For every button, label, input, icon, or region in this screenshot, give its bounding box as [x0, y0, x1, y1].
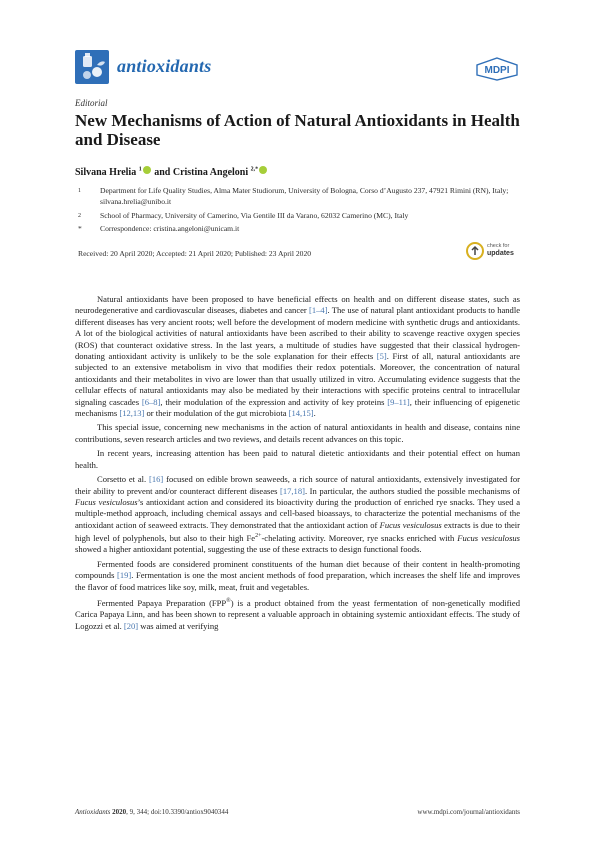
- affiliation-mark: 2: [78, 213, 81, 219]
- author-list: [75, 166, 268, 178]
- citation-link[interactable]: [16]: [149, 474, 164, 485]
- author-affiliation-mark: 2,*: [250, 166, 259, 173]
- publisher-logo-icon: [475, 57, 519, 81]
- affiliation-item: [78, 186, 538, 208]
- affiliation-item: [78, 211, 538, 222]
- journal-name: antioxidants: [117, 56, 212, 76]
- check-updates-line1: check for: [487, 243, 510, 249]
- orcid-icon[interactable]: [259, 166, 267, 174]
- orcid-icon[interactable]: [143, 166, 151, 174]
- body-paragraph: Fermented Papaya Preparation (FPP®) is a product obtained from the yeast fermentation of non-genetically modified Carica Papaya Linn, and has been shown to represent a valuable approach in obtaining systemic antioxidant effects. The study of Logozzi et al. [20] was aimed at verifying: [75, 597, 520, 631]
- author-name[interactable]: and Cristina Angeloni: [154, 167, 249, 178]
- citation-link[interactable]: [20]: [123, 620, 139, 631]
- affiliation-text: School of Pharmacy, University of Camerino, Via Gentile III da Varano, 62032 Camerino (MC), Italy: [100, 211, 409, 220]
- citation-link[interactable]: [1–4]: [309, 305, 328, 316]
- body-paragraph: Natural antioxidants have been proposed to have beneficial effects on health and on different disease states, such as neurodegenerative and cardiovascular diseases, diabetes and cancer [1–4]. The use of natural plant antioxidant products to handle different diseases has very ancient roots; well before the development of modern medicine with synthetic drugs and antioxidants. A lot of the biological activities of natural antioxidants have been ascribed to their ability to scavenge reactive oxygen species (ROS) that counteract oxidative stress. In the last years, a multitude of studies have suggested that their classical hydrogen-donating antioxidant activity is unlikely to be the sole explanation for their effects [5]. First of all, natural antioxidants are subjected to an extensive metabolism in vivo that modifies their redox potentials. Moreover, the concentration of natural antioxidants and their metabolites in vivo are lower than that usually utilized in vitro. Accumulating evidence suggests that the cellular effects of natural antioxidants may also be mediated by their interactions with specific proteins central to intracellular signaling cascades [6–8], their modulation of the expression and activity of key proteins [9–11], their influencing of epigenetic mechanisms [12,13] or their modulation of the gut microbiota [14,15].: [75, 294, 521, 419]
- body-paragraph: This special issue, concerning new mechanisms in the action of natural antioxidants in health and disease, contains nine contributions, seven research articles and two reviews, and details recent advances on this topic.: [75, 422, 520, 444]
- affiliation-mark: 1: [78, 188, 81, 194]
- article-body: [75, 294, 520, 635]
- citation-link[interactable]: [17,18]: [280, 485, 305, 496]
- species-name: Fucus vesiculosus: [457, 532, 520, 543]
- citation-link[interactable]: [5]: [376, 351, 387, 362]
- correspondence-text: Correspondence: cristina.angeloni@unicam.it: [100, 224, 240, 233]
- footer-citation: Antioxidants 2020, 9, 344; doi:10.3390/antiox9040344: [75, 808, 229, 816]
- article-title: New Mechanisms of Action of Natural Antioxidants in Health and Disease: [75, 111, 520, 149]
- species-name: Fucus vesiculosus: [379, 519, 442, 530]
- publisher-logo-text: MDPI: [484, 65, 510, 76]
- citation-link[interactable]: [9–11]: [387, 396, 410, 407]
- publication-dates: Received: 20 April 2020; Accepted: 21 April 2020; Published: 23 April 2020: [78, 249, 312, 258]
- affiliation-mark: *: [78, 224, 82, 233]
- footer-journal-url[interactable]: www.mdpi.com/journal/antioxidants: [417, 808, 520, 816]
- author-affiliation-mark: 1: [138, 166, 142, 173]
- check-updates-line2: updates: [487, 250, 514, 257]
- body-paragraph: In recent years, increasing attention has been paid to natural dietetic antioxidants and their potential effect on human health.: [75, 448, 520, 470]
- journal-logo-icon: [75, 50, 109, 84]
- citation-link[interactable]: [19]: [116, 570, 132, 581]
- author-name[interactable]: Silvana Hrelia: [75, 167, 137, 178]
- check-updates-icon: [466, 241, 484, 261]
- species-name: Fucus vesiculosus: [75, 496, 138, 507]
- body-paragraph: Corsetto et al. [16] focused on edible brown seaweeds, a rich source of natural antioxidants, extensively investigated for their ability to prevent and/or counteract different diseases [17,18]. In particular, the authors studied the possible mechanisms of Fucus vesiculosus’s antioxidant action and considered its bioactivity during the production of enriched rye snacks. They used a multiple-method approach, including chemical assays and cell-based bioassays, to characterize the potential mechanisms of the antioxidant action of seaweed extracts. They demonstrated that the antioxidant action of Fucus vesiculosus extracts is due to their high level of polyphenols, but also to their high $Fe^{2+}$-chelating activity. Moreover, rye snacks enriched with Fucus vesiculosus showed a higher antioxidant potential, suggesting the use of these extracts to design functional foods.: [75, 474, 520, 555]
- affiliation-item: [78, 224, 538, 235]
- article-type: Editorial: [75, 98, 108, 108]
- citation-link[interactable]: [12,13]: [119, 408, 145, 419]
- affiliation-text: Department for Life Quality Studies, Alma Mater Studiorum, University of Bologna, Corso d’Augusto 237, 47921 Rimini (RN), Italy; silvana.hrelia@unibo.it: [100, 186, 509, 206]
- citation-link[interactable]: [6–8]: [141, 396, 161, 407]
- body-paragraph: Fermented foods are considered prominent constituents of the human diet because of their content in health-promoting compounds [19]. Fermentation is one the most ancient methods of food preparation, which increases the shelf life and improves the flavor of food matrices like soy, milk, meat, fruit and vegetables.: [75, 558, 521, 592]
- citation-link[interactable]: [14,15]: [288, 408, 314, 419]
- check-for-updates-badge[interactable]: [466, 240, 528, 262]
